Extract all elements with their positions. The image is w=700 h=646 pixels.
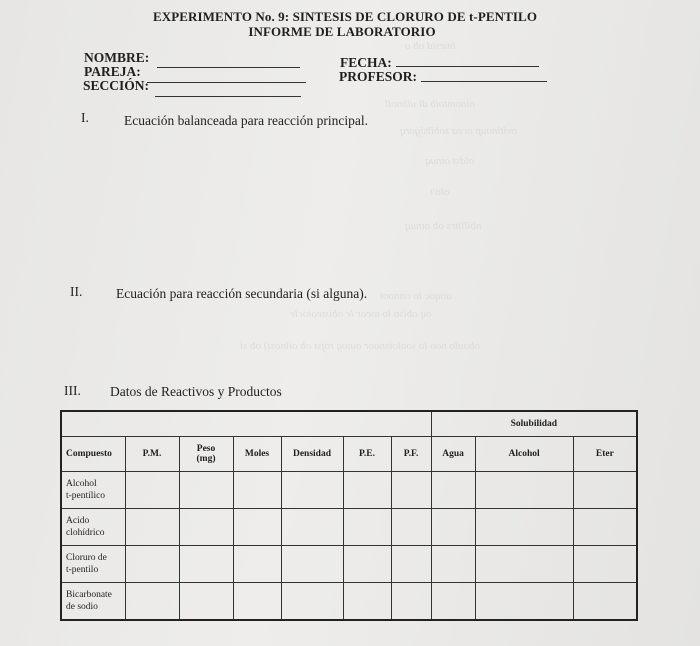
compound-name: Cloruro de <box>66 553 107 563</box>
compound-name-cell <box>61 583 125 621</box>
section-number: II. <box>70 284 83 299</box>
table-cell[interactable] <box>431 583 475 621</box>
table-cell[interactable] <box>391 472 431 509</box>
table-cell[interactable] <box>431 509 475 546</box>
peso-header-line: Peso <box>196 444 216 454</box>
column-header-eter: Eter <box>573 437 637 472</box>
bleed-through-text: oldst otnuq <box>425 155 475 167</box>
table-cell[interactable] <box>391 583 431 621</box>
table-cell[interactable] <box>431 472 475 509</box>
nombre-label: NOMBRE: <box>84 50 150 65</box>
bleed-through-text: aoqoc lo onnoot <box>380 290 452 302</box>
nombre-line <box>157 67 300 68</box>
compound-name: de sodio <box>66 602 98 612</box>
table-cell[interactable] <box>391 509 431 546</box>
solubilidad-header: Solubilidad <box>431 411 637 437</box>
fecha-line <box>396 66 539 67</box>
bleed-through-text: olo't <box>430 186 450 198</box>
seccion-line <box>155 96 301 97</box>
compound-name: Bicarbonate <box>66 590 112 600</box>
column-header-agua: Agua <box>431 437 475 472</box>
table-cell[interactable] <box>233 509 281 546</box>
bleed-through-text: ovitinoup ocea sobilsigorq <box>400 125 517 137</box>
section-heading: Ecuación balanceada para reacción principal. <box>124 113 368 128</box>
table-cell[interactable] <box>233 472 281 509</box>
compound-name: clohídrico <box>66 528 105 538</box>
table-row <box>61 472 637 509</box>
table-cell[interactable] <box>125 509 179 546</box>
table-cell[interactable] <box>179 583 233 621</box>
fecha-label: FECHA: <box>340 55 392 70</box>
table-cell[interactable] <box>573 546 637 583</box>
table-row <box>61 509 637 546</box>
table-cell[interactable] <box>125 546 179 583</box>
compound-name: t-pentilo <box>66 565 99 575</box>
reagents-products-table <box>60 410 638 621</box>
column-header-pm: P.M. <box>125 437 179 472</box>
table-cell[interactable] <box>475 509 573 546</box>
worksheet-title: EXPERIMENTO No. 9: SINTESIS DE CLORURO DE t-PENTILO <box>152 9 538 24</box>
worksheet-subtitle: INFORME DE LABORATORIO <box>248 24 436 39</box>
table-header-row <box>61 437 637 472</box>
table-cell[interactable] <box>475 583 573 621</box>
table-row <box>61 546 637 583</box>
column-header-densidad: Densidad <box>281 437 343 472</box>
table-cell[interactable] <box>431 546 475 583</box>
table-cell[interactable] <box>343 509 391 546</box>
table-cell[interactable] <box>475 472 573 509</box>
table-cell[interactable] <box>179 546 233 583</box>
bleed-through-text: oboulo noo lo sooloisnoor outog rojst ob oilnosi) ob si <box>240 340 481 352</box>
bleed-through-text: nbillitrs ob otnuq <box>405 220 482 232</box>
bleed-through-text: oq obiso lo toeor le obisteoiocle <box>290 308 432 320</box>
pareja-line <box>147 82 306 83</box>
table-cell[interactable] <box>179 472 233 509</box>
compound-name: t-pentílico <box>66 491 106 501</box>
table-cell[interactable] <box>281 546 343 583</box>
table-cell[interactable] <box>233 583 281 621</box>
table-cell[interactable] <box>343 583 391 621</box>
table-cell[interactable] <box>343 546 391 583</box>
seccion-label: SECCIÓN: <box>83 78 150 93</box>
compound-name: Alcohol <box>66 479 97 489</box>
table-cell[interactable] <box>475 546 573 583</box>
table-cell[interactable] <box>125 472 179 509</box>
compound-name-cell <box>61 546 125 583</box>
table-cell[interactable] <box>391 546 431 583</box>
bleed-through-text: lmesid ob o <box>405 40 456 52</box>
table-cell[interactable] <box>233 546 281 583</box>
section-number: I. <box>81 110 89 125</box>
peso-header-unit: (mg) <box>196 454 216 464</box>
profesor-label: PROFESOR: <box>339 69 418 84</box>
table-cell[interactable] <box>573 509 637 546</box>
table-cell[interactable] <box>343 472 391 509</box>
table-header-row <box>61 411 637 437</box>
table-cell[interactable] <box>179 509 233 546</box>
table-cell <box>61 411 431 437</box>
profesor-line <box>421 81 547 82</box>
compound-name-cell <box>61 472 125 509</box>
column-header-alcohol: Alcohol <box>475 437 573 472</box>
table-row <box>61 583 637 621</box>
column-header-compuesto: Compuesto <box>61 437 125 472</box>
section-number: III. <box>64 383 81 398</box>
section-heading: Datos de Reactivos y Productos <box>110 384 282 399</box>
table-cell[interactable] <box>281 472 343 509</box>
bleed-through-text: oinomtoib di uibnoll <box>385 98 475 110</box>
table-cell[interactable] <box>281 583 343 621</box>
table-cell[interactable] <box>573 472 637 509</box>
column-header-peso <box>179 437 233 472</box>
table-cell[interactable] <box>573 583 637 621</box>
compound-name-cell <box>61 509 125 546</box>
pareja-label: PAREJA: <box>84 64 141 79</box>
column-header-pe: P.E. <box>343 437 391 472</box>
column-header-pf: P.F. <box>391 437 431 472</box>
table-cell[interactable] <box>125 583 179 621</box>
column-header-moles: Moles <box>233 437 281 472</box>
compound-name: Acido <box>66 516 90 526</box>
table-cell[interactable] <box>281 509 343 546</box>
section-heading: Ecuación para reacción secundaria (si alguna). <box>116 286 368 301</box>
